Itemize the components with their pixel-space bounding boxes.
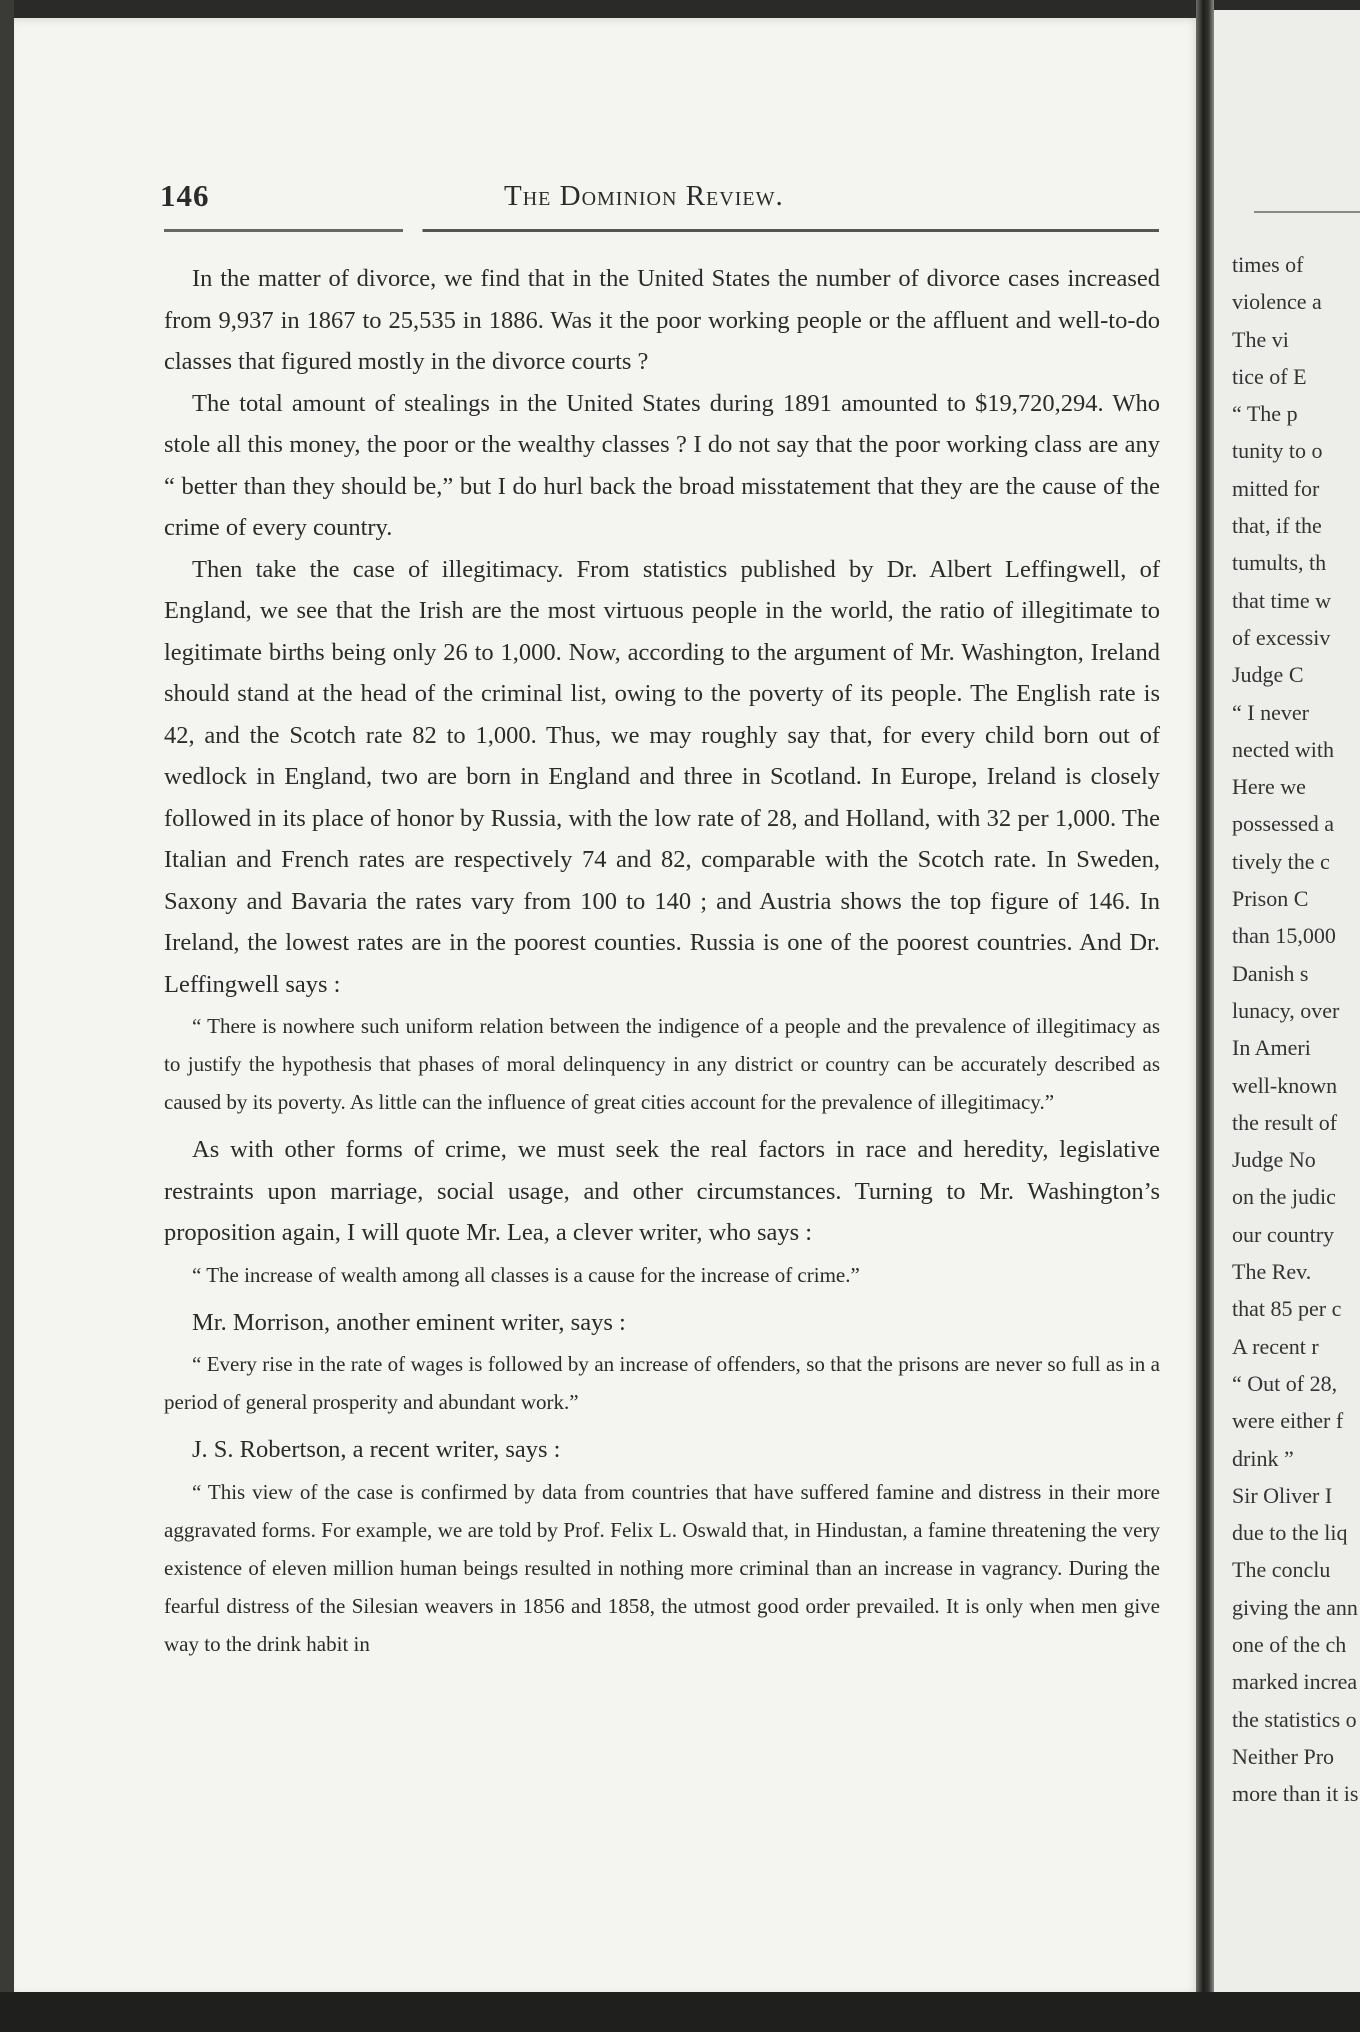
paragraph: The total amount of stealings in the United States during 1891 amounted to $19,720,294. Who stole all this money, the poor or the wealthy classes ? I do not say that the poor working class are any “ better than they should be,” but I do hurl back the broad misstatement that they are the cause of the crime of every country.	[164, 389, 1160, 541]
paragraph: Mr. Morrison, another eminent writer, says :	[192, 1308, 626, 1336]
right-page-line: giving the ann	[1232, 1594, 1358, 1620]
right-page-line: on the judic	[1232, 1184, 1336, 1210]
scan-background-bottom	[0, 1992, 1360, 2032]
right-page-line: Danish s	[1232, 960, 1309, 986]
page-body	[164, 258, 1160, 1671]
block-quote: “ Every rise in the rate of wages is followed by an increase of offenders, so that the prisons are never so full as in a period of general prosperity and abundant work.”	[164, 1352, 1160, 1414]
header-rule	[164, 229, 1159, 232]
right-page-line: “ The p	[1232, 401, 1298, 427]
right-page-line: were either f	[1232, 1408, 1344, 1434]
right-page-line: marked increa	[1232, 1669, 1358, 1695]
block-quote: “ The increase of wealth among all classes is a cause for the increase of crime.”	[192, 1262, 860, 1287]
right-page-line: one of the ch	[1232, 1631, 1347, 1657]
right-page-line: that, if the	[1232, 513, 1322, 539]
right-page-line: drink ”	[1232, 1445, 1294, 1471]
right-page-line: A recent r	[1232, 1333, 1319, 1359]
right-page-line: than 15,000	[1232, 923, 1336, 949]
book-page-right	[1214, 10, 1360, 2000]
book-gutter	[1196, 0, 1214, 2032]
paragraph: J. S. Robertson, a recent writer, says :	[192, 1436, 561, 1463]
right-page-line: The vi	[1232, 326, 1289, 352]
right-page-line: mitted for	[1232, 475, 1320, 501]
right-page-line: tumults, th	[1232, 550, 1327, 576]
right-page-line: possessed a	[1232, 811, 1335, 837]
right-page-line: the statistics o	[1232, 1706, 1357, 1732]
page-number: 146	[160, 178, 210, 213]
right-page-line: Prison C	[1232, 886, 1309, 912]
right-page-line: tively the c	[1232, 848, 1330, 874]
header-rule	[1254, 211, 1360, 213]
running-head	[160, 178, 1160, 218]
right-page-line: that time w	[1232, 587, 1331, 613]
right-page-line: Here we	[1232, 774, 1306, 800]
right-page-line: Sir Oliver I	[1232, 1482, 1333, 1508]
right-page-line: more than it is	[1232, 1781, 1359, 1807]
right-page-line: our country	[1232, 1221, 1335, 1247]
right-page-line: “ I never	[1232, 699, 1309, 725]
right-page-line: lunacy, over	[1232, 997, 1340, 1023]
right-page-line: tunity to o	[1232, 438, 1323, 464]
running-title: The Dominion Review.	[504, 180, 784, 212]
right-page-line: times of	[1232, 252, 1304, 277]
block-quote: “ There is nowhere such uniform relation between the indigence of a people and the prevalence of illegitimacy as to justify the hypothesis that phases of moral delinquency in any district or country can be accurately described as caused by its poverty. As little can the influence of great cities account for the prevalence of illegitimacy.”	[164, 1014, 1160, 1114]
right-page-line: Judge C	[1232, 662, 1304, 688]
right-page-line: Neither Pro	[1232, 1743, 1335, 1769]
scan-background-left	[0, 0, 14, 2032]
paragraph: Then take the case of illegitimacy. From statistics published by Dr. Albert Leffingwell, of England, we see that the Irish are the most virtuous people in the world, the ratio of illegitimate to legitimate births being only 26 to 1,000. Now, according to the argument of Mr. Washington, Ireland should stand at the head of the criminal list, owing to the poverty of its people. The English rate is 42, and the Scotch rate 82 to 1,000. Thus, we may roughly say that, for every child born out of wedlock in England, two are born in England and three in Scotland. In Europe, Ireland is closely followed in its place of honor by Russia, with the low rate of 28, and Holland, with 32 per 1,000. The Italian and French rates are respectively 74 and 82, comparable with the Scotch rate. In Sweden, Saxony and Bavaria the rates vary from 100 to 140 ; and Austria shows the top figure of 146. In Ireland, the lowest rates are in the poorest counties. Russia is one of the poorest countries. And Dr. Leffingwell says :	[164, 555, 1160, 998]
paragraph: As with other forms of crime, we must seek the real factors in race and heredity, legislative restraints upon marriage, social usage, and other circumstances. Turning to Mr. Washington’s proposition again, I will quote Mr. Lea, a clever writer, who says :	[164, 1136, 1160, 1246]
right-page-line: In Ameri	[1232, 1035, 1311, 1061]
paragraph: In the matter of divorce, we find that in the United States the number of divorce cases increased from 9,937 in 1867 to 25,535 in 1886. Was it the poor working people or the affluent and well-to-do classes that figured mostly in the divorce courts ?	[164, 265, 1160, 375]
right-page-line: nected with	[1232, 736, 1335, 762]
block-quote: “ This view of the case is confirmed by data from countries that have suffered famine and distress in their more aggravated forms. For example, we are told by Prof. Felix L. Oswald that, in Hindustan, a famine threatening the very existence of eleven million human beings resulted in nothing more criminal than an increase in vagrancy. During the fearful distress of the Silesian weavers in 1856 and 1858, the utmost good order prevailed. It is only when men give way to the drink habit in	[164, 1479, 1160, 1656]
right-page-text	[1232, 246, 1360, 1812]
right-page-line: well-known	[1232, 1072, 1338, 1098]
right-page-line: of excessiv	[1232, 624, 1331, 650]
right-page-line: that 85 per c	[1232, 1296, 1342, 1322]
right-page-line: tice of E	[1232, 363, 1307, 389]
right-page-line: violence a	[1232, 289, 1322, 315]
right-page-line: The conclu	[1232, 1557, 1331, 1583]
right-page-line: The Rev.	[1232, 1259, 1312, 1285]
right-page-line: “ Out of 28,	[1232, 1370, 1338, 1396]
right-page-line: the result of	[1232, 1109, 1338, 1135]
right-page-line: Judge No	[1232, 1147, 1316, 1173]
right-page-line: due to the liq	[1232, 1520, 1348, 1546]
